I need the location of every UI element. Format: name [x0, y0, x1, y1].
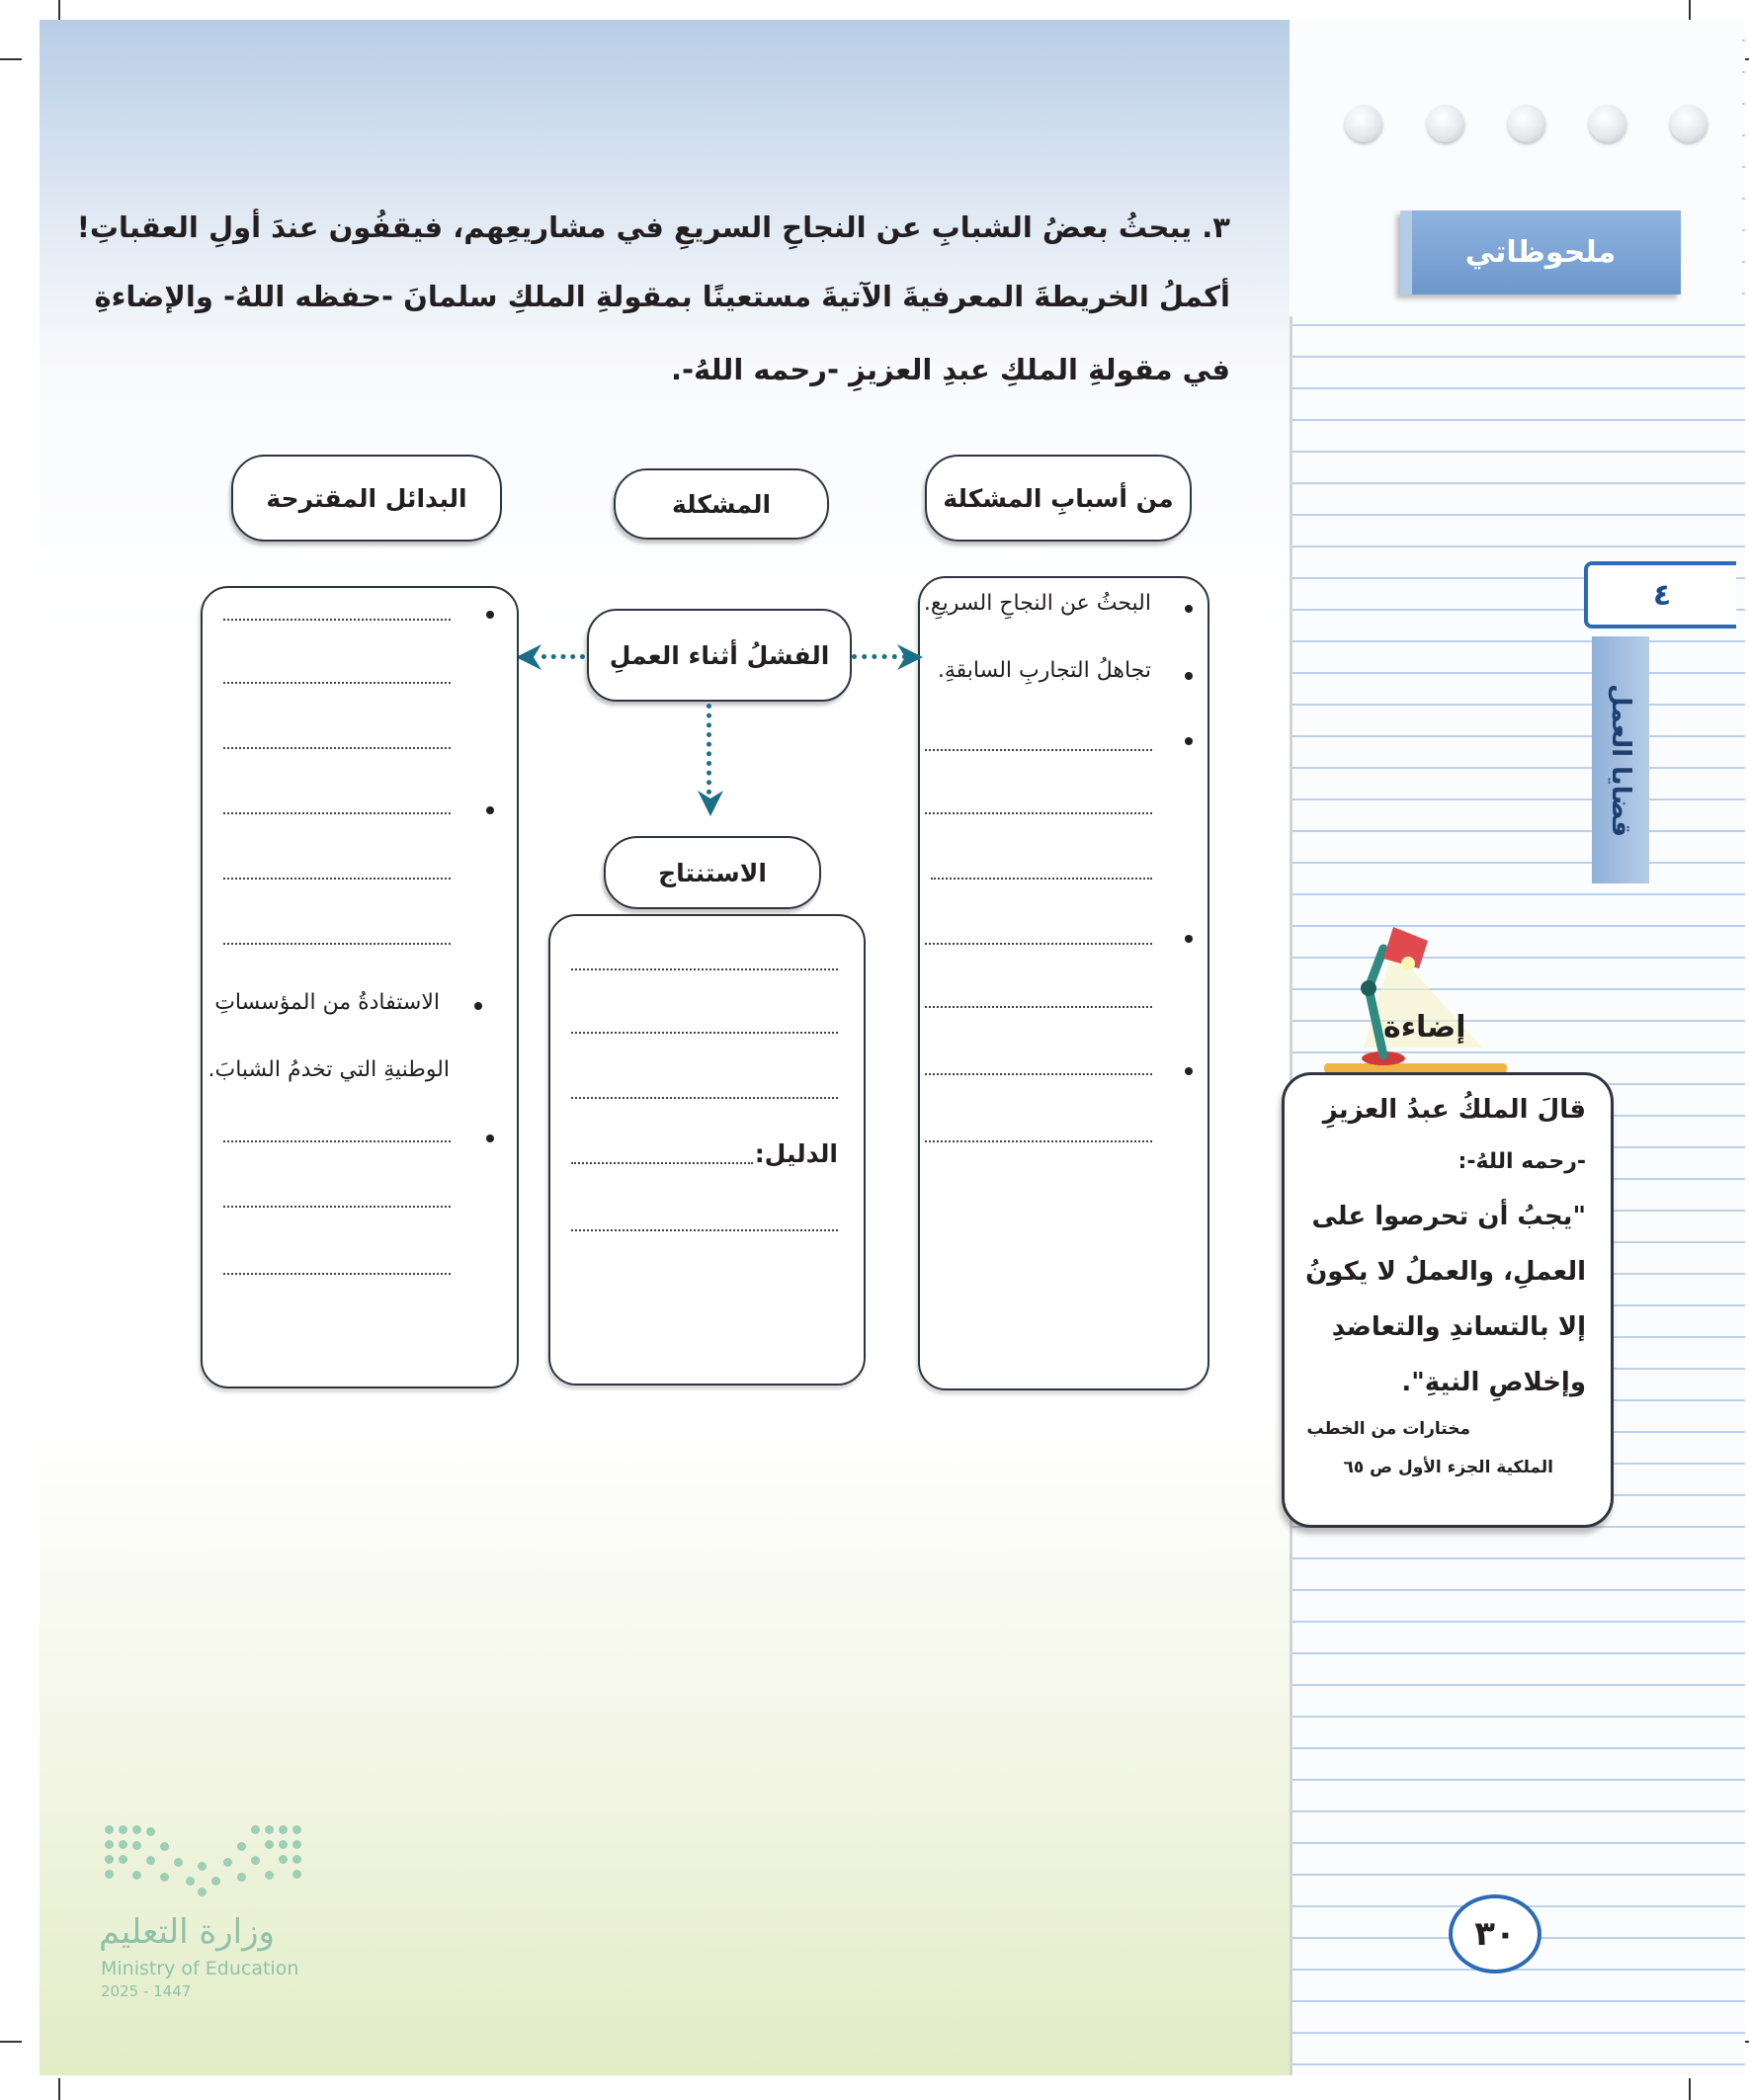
- desk-lamp-icon: [1324, 919, 1522, 1077]
- logo-dot: [265, 1840, 274, 1849]
- unit-title: قضايا العمل: [1606, 683, 1635, 837]
- answer-line: [571, 1162, 753, 1164]
- answer-line: [925, 1006, 1152, 1008]
- answer-line: [571, 1032, 838, 1034]
- logo-dot: [198, 1888, 207, 1896]
- page-number: ٣٠: [1474, 1914, 1516, 1954]
- question-line-3: في مقولةِ الملكِ عبدِ العزيزِ -رحمه اللهُ-.: [670, 353, 1230, 386]
- bullet: [474, 1002, 482, 1010]
- alternative-item-line-1: الاستفادةُ من المؤسساتِ: [214, 990, 440, 1015]
- answer-line: [223, 1273, 451, 1275]
- alternative-item-line-2: الوطنيةِ التي تخدمُ الشبابَ.: [208, 1057, 450, 1082]
- cause-item-2: تجاهلُ التجاربِ السابقةِ.: [937, 658, 1151, 683]
- crop-mark: [0, 2041, 22, 2043]
- logo-dot: [119, 1855, 127, 1864]
- logo-dot: [237, 1842, 246, 1851]
- conclusion-title: الاستنتاج: [658, 858, 767, 887]
- quote-line-1: قالَ الملكُ عبدُ العزيزِ: [1322, 1095, 1586, 1125]
- logo-dot: [132, 1841, 141, 1850]
- notes-title-tab: [1400, 210, 1681, 294]
- answer-line: [571, 1097, 838, 1099]
- answer-line: [925, 812, 1152, 814]
- logo-dot: [265, 1871, 274, 1880]
- ministry-name-english: Ministry of Education: [101, 1958, 299, 1979]
- notes-title: ملحوظاتي: [1464, 235, 1617, 270]
- bullet: [1185, 672, 1193, 680]
- crop-mark: [1689, 2078, 1691, 2100]
- logo-dot: [186, 1877, 195, 1886]
- logo-dot: [211, 1877, 220, 1886]
- causes-title-pill: [925, 455, 1192, 542]
- logo-dot: [105, 1870, 114, 1879]
- question-line-1: ٣. يبحثُ بعضُ الشبابِ عن النجاحِ السريعِ في مشاريعِهم، فيقفُون عندَ أولِ العقباتِ!: [76, 210, 1230, 244]
- logo-dot: [279, 1855, 288, 1864]
- unit-title-tab: [1592, 636, 1649, 883]
- logo-dot: [119, 1840, 127, 1849]
- conclusion-title-pill: [604, 836, 821, 909]
- cause-item-1: البحثُ عن النجاحِ السريعِ.: [923, 591, 1151, 616]
- logo-dot: [265, 1825, 274, 1834]
- arrow-line: [707, 704, 711, 795]
- answer-line: [571, 968, 838, 970]
- logo-dot: [251, 1825, 260, 1834]
- causes-box: [918, 576, 1209, 1390]
- quote-line-4: العملِ، والعملُ لا يكونُ: [1305, 1257, 1586, 1287]
- logo-dot: [160, 1842, 169, 1851]
- answer-line: [925, 1073, 1152, 1075]
- alternatives-title: البدائل المقترحة: [266, 483, 467, 513]
- bullet: [1185, 737, 1193, 745]
- answer-line: [223, 878, 451, 880]
- crop-mark: [0, 58, 22, 60]
- answer-line: [223, 747, 451, 749]
- logo-dot: [237, 1873, 246, 1882]
- arrow-right-icon: [897, 642, 923, 672]
- logo-dot: [251, 1856, 260, 1865]
- bullet: [486, 611, 494, 619]
- quote-line-3: "يجبُ أن تحرصوا على: [1311, 1202, 1586, 1231]
- quote-line-5: إلا بالتساندِ والتعاضدِ: [1331, 1312, 1586, 1342]
- bullet: [486, 1134, 494, 1142]
- logo-dot: [279, 1825, 288, 1834]
- logo-dot: [292, 1825, 301, 1834]
- answer-line: [931, 878, 1152, 880]
- logo-dot: [292, 1840, 301, 1849]
- unit-number-tab: [1584, 561, 1736, 629]
- logo-dot: [132, 1825, 141, 1834]
- logo-dot: [105, 1825, 114, 1834]
- logo-dot: [146, 1827, 155, 1836]
- evidence-label: الدليل:: [754, 1139, 838, 1168]
- bullet: [486, 806, 494, 814]
- answer-line: [223, 943, 451, 945]
- logo-dot: [105, 1840, 114, 1849]
- crop-mark: [58, 0, 60, 22]
- binder-ring-icon: [1345, 105, 1382, 142]
- alternatives-title-pill: [231, 455, 502, 542]
- highlight-title: إضاءة: [1383, 1010, 1466, 1045]
- answer-line: [925, 1140, 1152, 1142]
- arrow-left-icon: [516, 642, 541, 672]
- logo-dot: [146, 1856, 155, 1865]
- logo-dot: [292, 1855, 301, 1864]
- logo-dot: [105, 1855, 114, 1864]
- ministry-name-arabic: وزارة التعليم: [99, 1912, 275, 1952]
- crop-mark: [58, 2078, 60, 2100]
- crop-mark: [1689, 0, 1691, 22]
- arrow-line: [541, 654, 585, 659]
- logo-dot: [198, 1862, 207, 1871]
- source-line-1: مختارات من الخطب: [1306, 1419, 1470, 1439]
- answer-line: [223, 812, 451, 814]
- problem-text: الفشلُ أثناء العملِ: [609, 640, 830, 670]
- answer-line: [223, 682, 451, 684]
- binder-ring-icon: [1670, 105, 1707, 142]
- alternatives-box: [201, 586, 519, 1388]
- logo-dot: [223, 1858, 232, 1867]
- bullet: [1185, 1067, 1193, 1075]
- problem-title-pill: [614, 468, 829, 540]
- answer-line: [925, 749, 1152, 751]
- binder-ring-icon: [1427, 105, 1464, 142]
- logo-dot: [119, 1825, 127, 1834]
- unit-number: ٤: [1652, 577, 1672, 613]
- problem-title: المشكلة: [671, 489, 772, 519]
- answer-line: [925, 943, 1152, 945]
- binder-ring-icon: [1589, 105, 1626, 142]
- causes-title: من أسبابِ المشكلة: [943, 483, 1174, 513]
- problem-pill: [587, 609, 852, 702]
- logo-dot: [160, 1873, 169, 1882]
- logo-dot: [132, 1871, 141, 1880]
- quote-line-6: وإخلاصِ النيةِ".: [1401, 1368, 1586, 1397]
- logo-dot: [279, 1840, 288, 1849]
- quote-line-2: -رحمه اللهُ-:: [1458, 1149, 1586, 1174]
- answer-line: [571, 1229, 838, 1231]
- arrow-down-icon: [696, 791, 725, 816]
- page-number-badge: [1449, 1894, 1541, 1974]
- ministry-year: 2025 - 1447: [101, 1982, 192, 2000]
- binder-ring-icon: [1508, 105, 1545, 142]
- logo-dot: [292, 1870, 301, 1879]
- bullet: [1185, 935, 1193, 943]
- answer-line: [223, 1206, 451, 1208]
- bullet: [1185, 605, 1193, 613]
- source-line-2: الملكية الجزء الأول ص ٦٥: [1343, 1458, 1553, 1477]
- logo-dot: [174, 1858, 183, 1867]
- answer-line: [223, 619, 451, 621]
- answer-line: [223, 1140, 451, 1142]
- question-line-2: أكملُ الخريطةَ المعرفيةَ الآتيةَ مستعينًا بمقولةِ الملكِ سلمانَ -حفظه اللهُ- والإضاءةِ: [94, 280, 1230, 313]
